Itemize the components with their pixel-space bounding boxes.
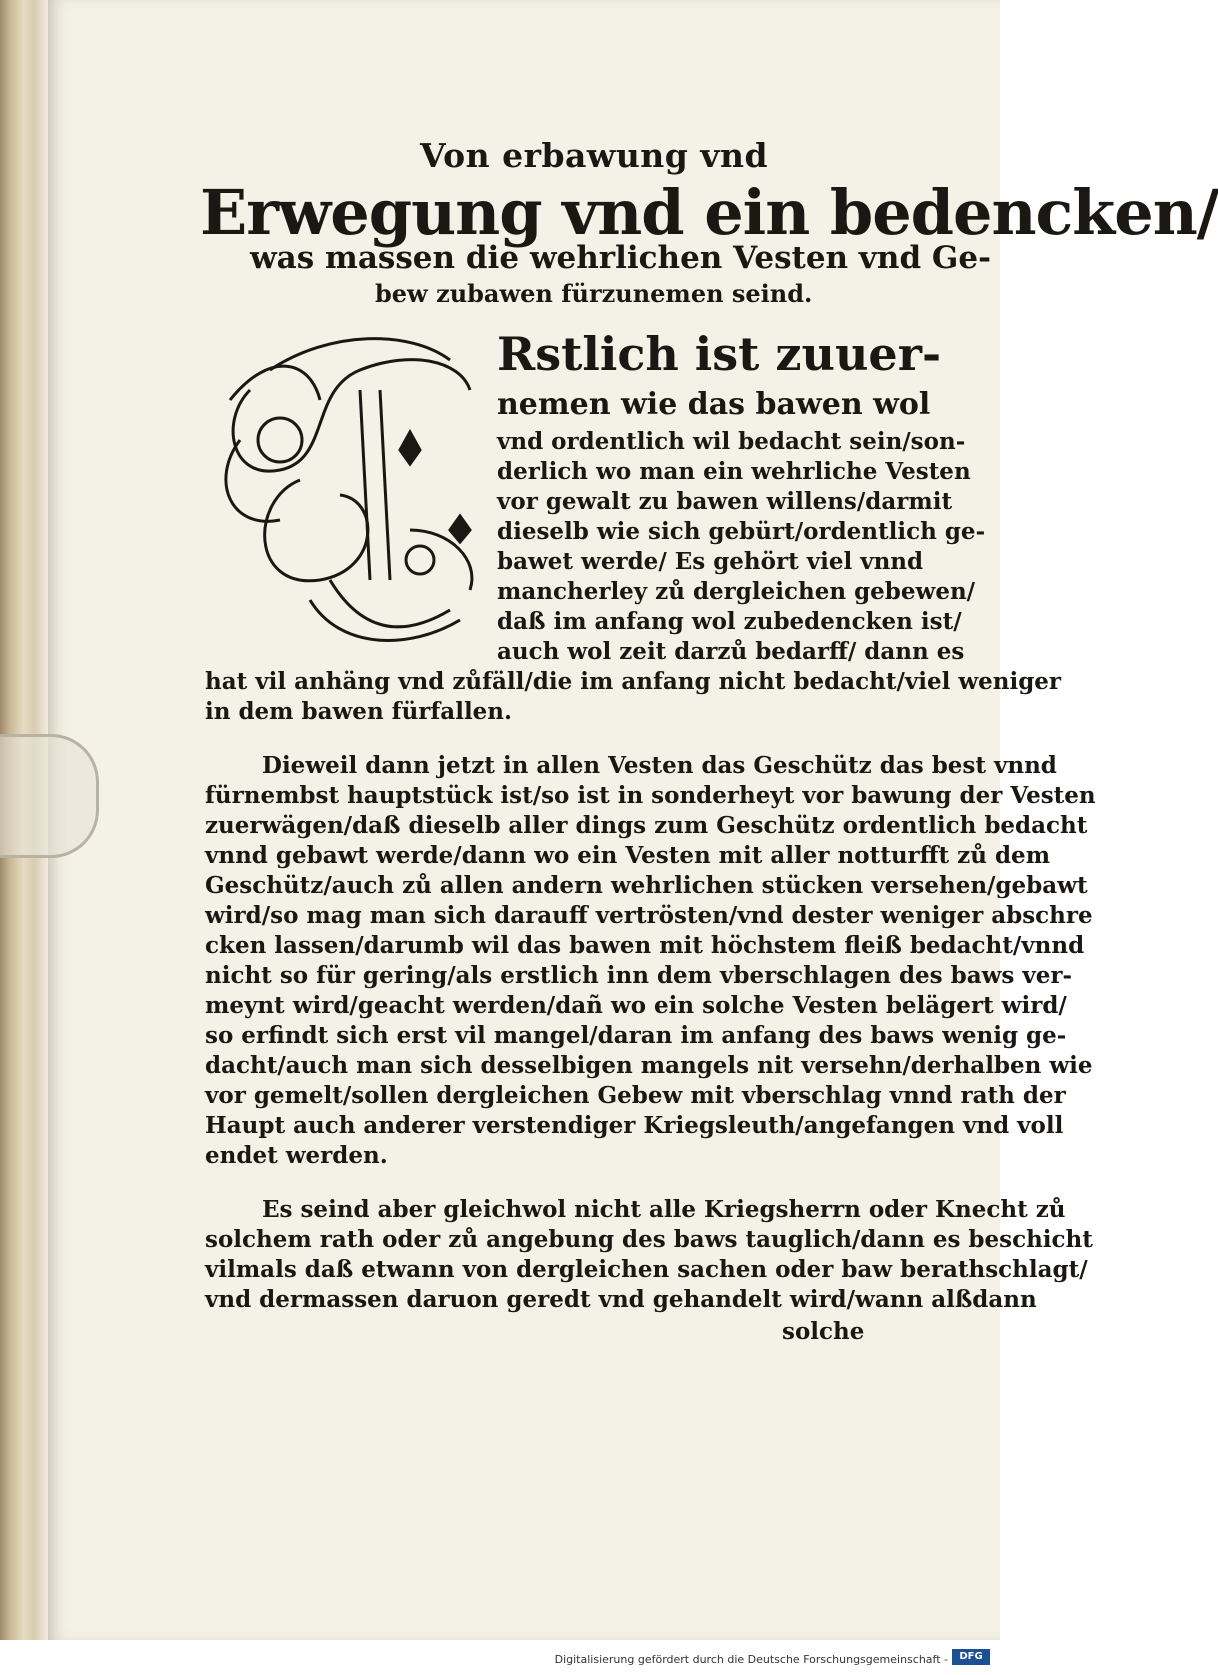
paragraph1-line-7: bawet werde/ Es gehört viel vnnd [497,548,924,575]
paragraph1-line-2: nemen wie das bawen wol [497,387,931,422]
paragraph2-line-4: vnnd gebawt werde/dann wo ein Vesten mit aller notturfft zů dem [205,842,1051,869]
paragraph1-line-5: vor gewalt zu bawen willens/darmit [497,488,953,515]
paragraph1-line-1: Rstlich ist zuuer- [497,327,942,381]
decorated-initial-e [210,330,490,650]
page-clip [0,734,99,858]
digitization-credit: Digitalisierung gefördert durch die Deutsche Forschungsgemeinschaft - [554,1653,948,1666]
dfg-logo: DFG [952,1649,990,1665]
paragraph2-line-14: endet werden. [205,1142,388,1169]
heading-line-2: Erwegung vnd ein bedencken/ [200,176,1218,249]
paragraph2-line-6: wird/so mag man sich darauff vertrösten/vnd dester weniger abschre [205,902,1093,929]
paragraph2-line-12: vor gemelt/sollen dergleichen Gebew mit vberschlag vnnd rath der [205,1082,1066,1109]
paragraph3-line-4: vnd dermassen daruon geredt vnd gehandelt wird/wann alßdann [205,1286,1037,1313]
paragraph2-line-9: meynt wird/geacht werden/dañ wo ein solche Vesten belägert wird/ [205,992,1067,1019]
heading-line-1: Von erbawung vnd [420,136,769,175]
heading-line-3: was massen die wehrlichen Vesten vnd Ge- [250,240,991,276]
paragraph1-line-9: daß im anfang wol zubedencken ist/ [497,608,962,635]
paragraph2-line-11: dacht/auch man sich desselbigen mangels nit versehn/derhalben wie [205,1052,1093,1079]
paragraph1-line-11: hat vil anhäng vnd zůfäll/die im anfang nicht bedacht/viel weniger [205,668,1062,695]
paragraph1-line-12: in dem bawen fürfallen. [205,698,513,725]
paragraph2-line-13: Haupt auch anderer verstendiger Kriegsleuth/angefangen vnd voll [205,1112,1064,1139]
paragraph2-line-3: zuerwägen/daß dieselb aller dings zum Geschütz ordentlich bedacht [205,812,1088,839]
heading-line-4: bew zubawen fürzunemen seind. [375,279,813,308]
paragraph3-line-3: vilmals daß etwann von dergleichen sachen oder baw berathschlagt/ [205,1256,1088,1283]
paragraph1-line-8: mancherley zů dergleichen gebewen/ [497,578,976,605]
paragraph1-line-6: dieselb wie sich gebürt/ordentlich ge- [497,518,986,545]
paragraph2-line-2: fürnembst hauptstück ist/so ist in sonderheyt vor bawung der Vesten [205,782,1096,809]
catchword: solche [782,1318,865,1345]
paragraph2-line-8: nicht so für gering/als erstlich inn dem vberschlagen des baws ver- [205,962,1073,989]
paragraph1-line-4: derlich wo man ein wehrliche Vesten [497,458,971,485]
paragraph1-line-3: vnd ordentlich wil bedacht sein/son- [497,428,966,455]
paragraph3-line-1: Es seind aber gleichwol nicht alle Kriegsherrn oder Knecht zů [262,1196,1066,1223]
paragraph2-line-10: so erfindt sich erst vil mangel/daran im anfang des baws wenig ge- [205,1022,1067,1049]
paragraph2-line-5: Geschütz/auch zů allen andern wehrlichen stücken versehen/gebawt [205,872,1088,899]
paragraph2-line-7: cken lassen/darumb wil das bawen mit höchstem fleiß bedacht/vnnd [205,932,1085,959]
paragraph1-line-10: auch wol zeit darzů bedarff/ dann es [497,638,965,665]
paragraph3-line-2: solchem rath oder zů angebung des baws tauglich/dann es beschicht [205,1226,1093,1253]
paragraph2-line-1: Dieweil dann jetzt in allen Vesten das Geschütz das best vnnd [262,752,1057,779]
